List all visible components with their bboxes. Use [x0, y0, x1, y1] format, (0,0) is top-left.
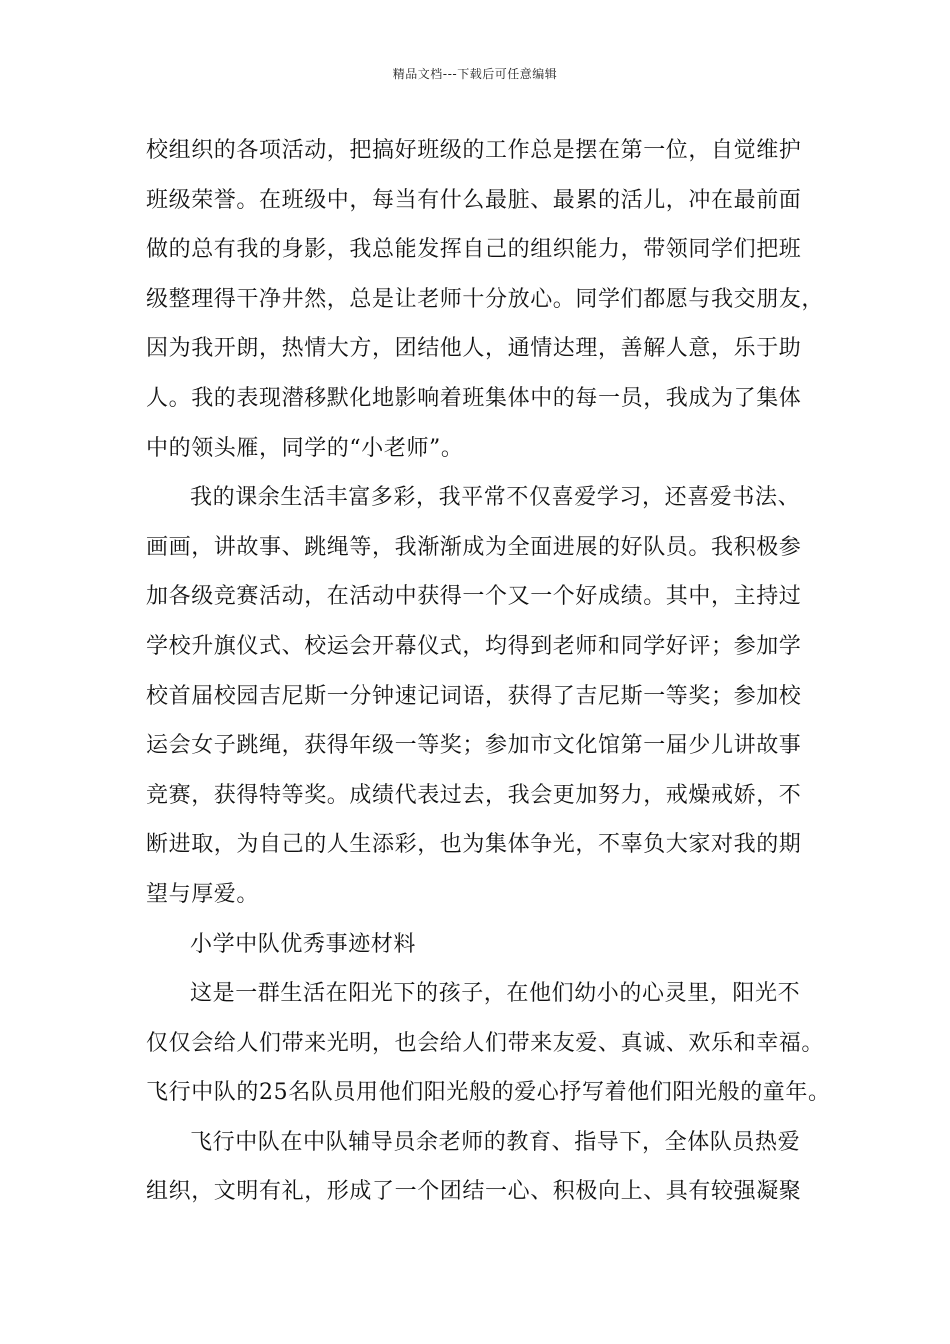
- text-line: 人。我的表现潜移默化地影响着班集体中的每一员，我成为了集体: [146, 385, 802, 411]
- text-line: 学校升旗仪式、校运会开幕仪式，均得到老师和同学好评；参加学: [146, 633, 802, 659]
- page-header: 精品文档---下载后可任意编辑: [392, 67, 558, 81]
- paragraph-first-line: 这是一群生活在阳光下的孩子，在他们幼小的心灵里，阳光不: [190, 981, 801, 1007]
- text-line: 因为我开朗，热情大方，团结他人，通情达理，善解人意，乐于助: [146, 336, 802, 362]
- text-line: 级整理得干净井然，总是让老师十分放心。同学们都愿与我交朋友，: [146, 286, 825, 312]
- text-line: 校首届校园吉尼斯一分钟速记词语，获得了吉尼斯一等奖；参加校: [146, 683, 802, 709]
- text-line: 校组织的各项活动，把搞好班级的工作总是摆在第一位，自觉维护: [146, 138, 802, 163]
- paragraph-first-line: 飞行中队在中队辅导员余老师的教育、指导下，全体队员热爱: [190, 1129, 801, 1155]
- text-line: 仅仅会给人们带来光明，也会给人们带来友爱、真诚、欢乐和幸福。: [146, 1030, 825, 1056]
- text-line: 中的领头雁，同学的“小老师”。: [146, 435, 464, 461]
- text-line: 组织，文明有礼，形成了一个团结一心、积极向上、具有较强凝聚: [146, 1179, 802, 1205]
- text-line: 加各级竞赛活动，在活动中获得一个又一个好成绩。其中，主持过: [146, 584, 802, 610]
- text-line: 画画，讲故事、跳绳等，我渐渐成为全面进展的好队员。我积极参: [146, 534, 802, 560]
- text-line: 班级荣誉。在班级中，每当有什么最脏、最累的活儿，冲在最前面: [146, 187, 802, 213]
- section-title: 小学中队优秀事迹材料: [190, 931, 417, 957]
- text-line: 飞行中队的25名队员用他们阳光般的爱心抒写着他们阳光般的童年。: [146, 1080, 831, 1106]
- text-line: 运会女子跳绳，获得年级一等奖；参加市文化馆第一届少儿讲故事: [146, 733, 802, 759]
- paragraph-first-line: 我的课余生活丰富多彩，我平常不仅喜爱学习，还喜爱书法、: [190, 485, 801, 511]
- text-line: 断进取，为自己的人生添彩，也为集体争光，不辜负大家对我的期: [146, 832, 802, 858]
- document-body: [146, 126, 831, 1217]
- text-line: 竞赛，获得特等奖。成绩代表过去，我会更加努力，戒燥戒娇，不: [146, 782, 802, 808]
- text-line: 做的总有我的身影，我总能发挥自己的组织能力，带领同学们把班: [146, 237, 802, 263]
- text-line: 望与厚爱。: [146, 881, 260, 907]
